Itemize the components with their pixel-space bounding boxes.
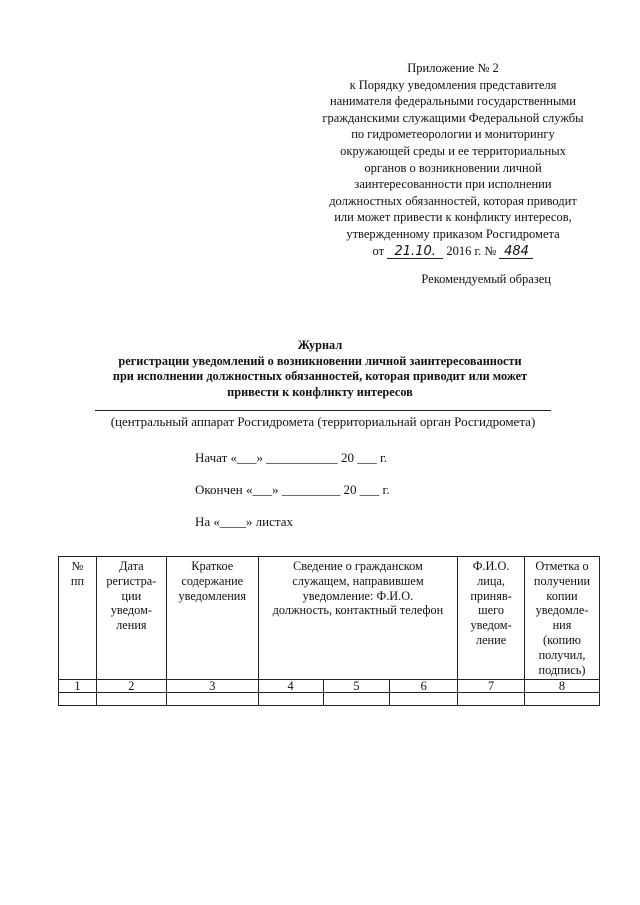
appendix-line: органов о возникновении личной	[364, 160, 542, 175]
appendix-line: или может привести к конфликту интересов,	[334, 210, 572, 225]
table-cell	[59, 693, 97, 706]
date-prefix: от	[372, 243, 385, 258]
table-cell	[96, 693, 166, 706]
journal-title	[60, 338, 580, 400]
table-number-row	[59, 680, 600, 693]
col-number: 7	[458, 680, 525, 693]
table-cell	[390, 693, 458, 706]
header-summary: Краткое содержание уведомления	[166, 557, 258, 680]
header-copy-mark: Отметка о получении копии уведомле- ния (копию получил, подпись)	[525, 557, 600, 680]
appendix-line: должностных обязанностей, которая приводит	[329, 193, 577, 208]
org-caption: (центральный аппарат Росгидромета (территориальнай орган Росгидромета)	[110, 414, 536, 429]
appendix-line: утвержденному приказом Росгидромета	[346, 226, 560, 241]
header-receiver: Ф.И.О. лица, приняв- шего уведом- ление	[458, 557, 525, 680]
started-line: Начат «___» ___________ 20 ___ г.	[195, 450, 388, 465]
header-number: № пп	[59, 557, 97, 680]
appendix-line: Приложение № 2	[407, 61, 499, 75]
col-number: 1	[59, 680, 97, 693]
title-line: Журнал	[297, 338, 343, 352]
table-cell	[258, 693, 323, 706]
ended-line: Окончен «___» _________ 20 ___ г.	[195, 482, 390, 497]
col-number: 4	[258, 680, 323, 693]
appendix-line: нанимателя федеральными государственными	[330, 94, 576, 109]
col-number: 3	[166, 680, 258, 693]
recommended-sample-label: Рекомендуемый образец	[421, 272, 551, 286]
title-line: регистрации уведомлений о возникновении личной заинтересованности	[118, 353, 522, 368]
col-number: 6	[390, 680, 458, 693]
table-cell	[323, 693, 390, 706]
col-number: 5	[323, 680, 390, 693]
table-row	[59, 693, 600, 706]
appendix-line: заинтересованности при исполнении	[354, 177, 552, 192]
table-cell	[166, 693, 258, 706]
handwritten-date: 21.10.	[387, 245, 443, 259]
sheets-line: На «____» листах	[195, 514, 293, 529]
year-text: 2016 г. №	[446, 243, 497, 258]
appendix-line: окружающей среды и ее территориальных	[340, 143, 566, 158]
table-header-row	[59, 557, 600, 680]
table-cell	[525, 693, 600, 706]
col-number: 2	[96, 680, 166, 693]
title-line: привести к конфликту интересов	[227, 384, 413, 399]
journal-table	[58, 556, 600, 706]
header-registration-date: Дата регистра- ции уведом- ления	[96, 557, 166, 680]
order-date-line	[300, 243, 606, 260]
col-number: 8	[525, 680, 600, 693]
title-line: при исполнении должностных обязанностей, которая приводит или может	[112, 369, 528, 383]
appendix-line: по гидрометеорологии и мониторингу	[351, 127, 555, 142]
table-cell	[458, 693, 525, 706]
appendix-line: гражданскими служащими Федеральной службы	[322, 110, 584, 125]
appendix-line: к Порядку уведомления представителя	[349, 77, 557, 92]
header-employee-info: Сведение о гражданском служащем, направившем уведомление: Ф.И.О. должность, контактный телефон	[258, 557, 457, 680]
org-underline	[95, 410, 551, 411]
appendix-block	[300, 60, 606, 259]
handwritten-order-number: 484	[499, 245, 533, 259]
